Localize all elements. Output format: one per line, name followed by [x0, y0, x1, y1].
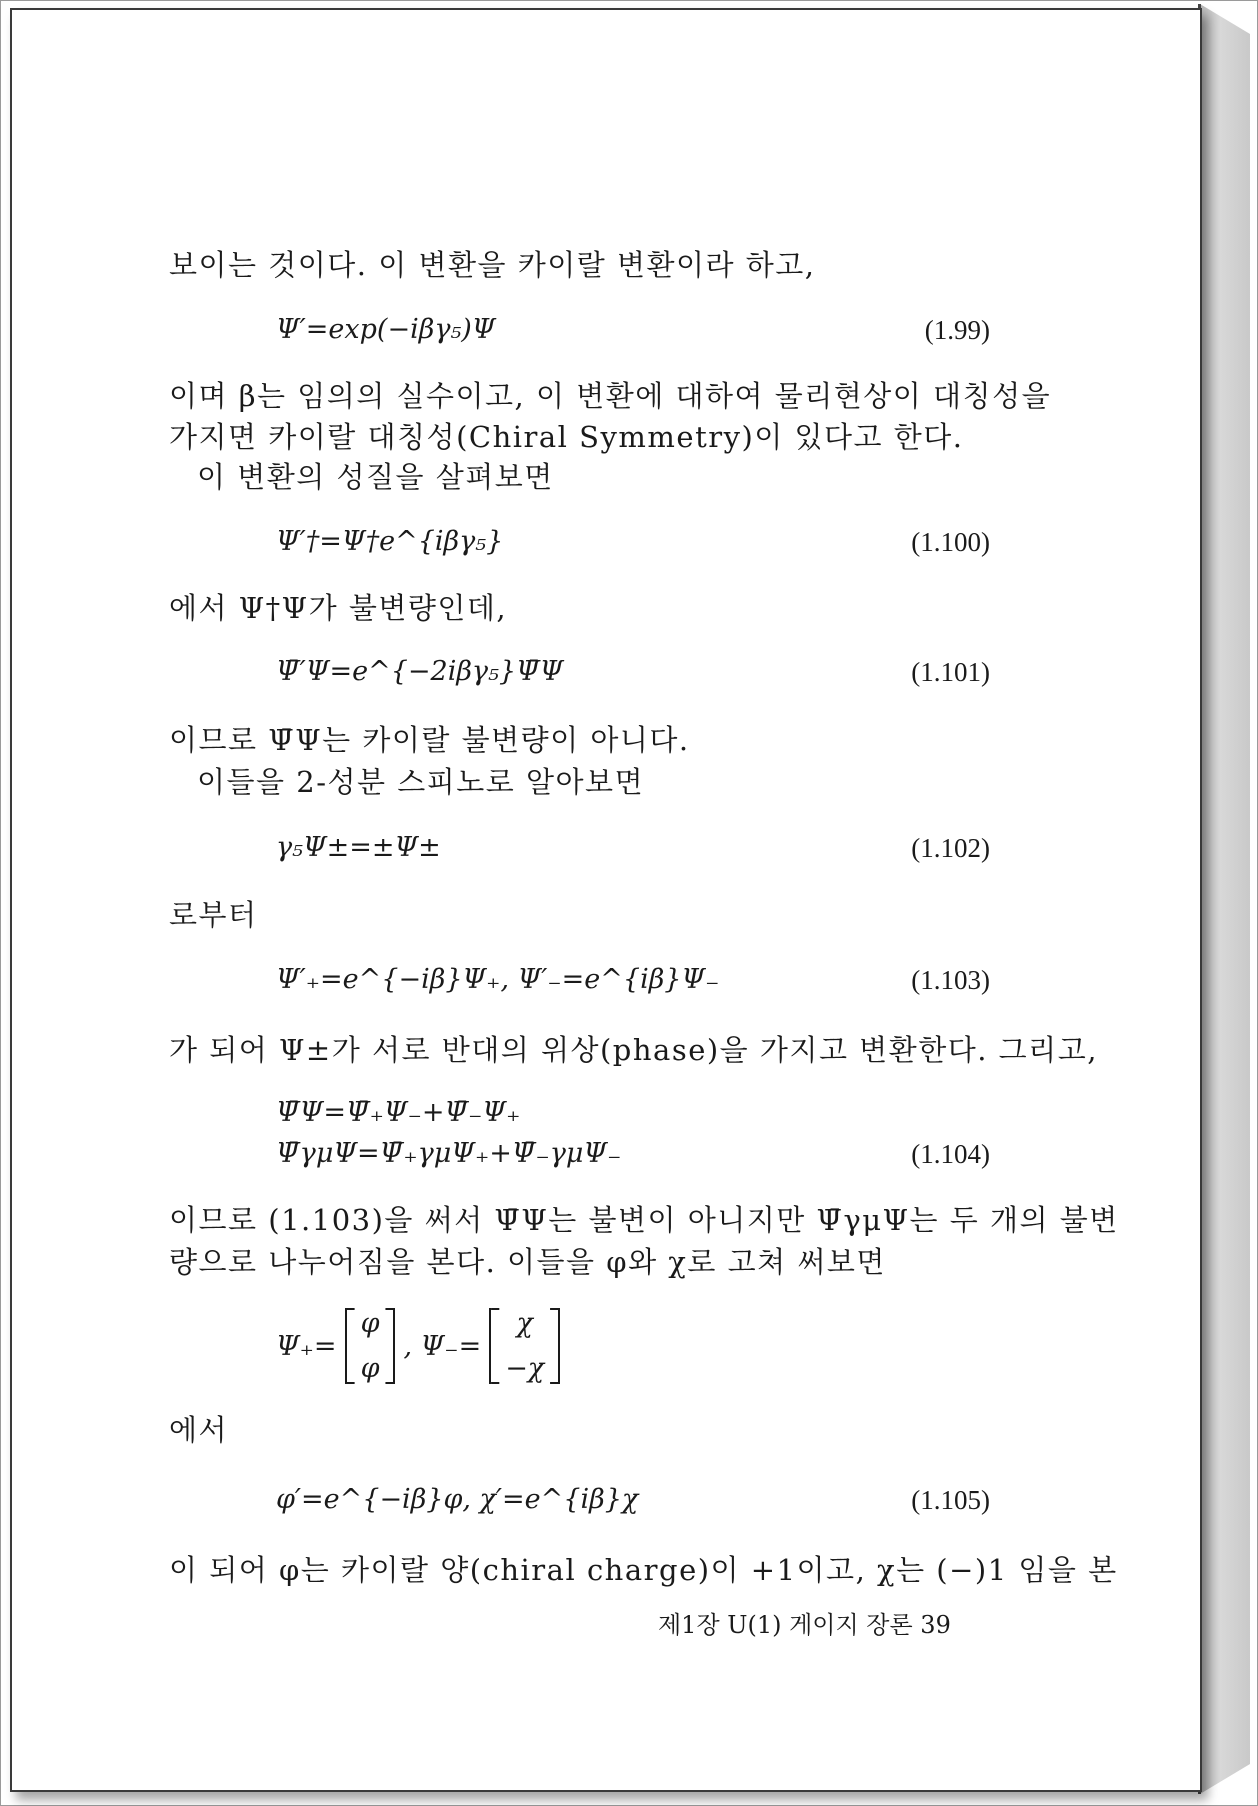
text-line: 이며 β는 임의의 실수이고, 이 변환에 대하여 물리현상이 대칭성을: [169, 379, 1052, 413]
text-line: 이므로 Ψ̄Ψ는 카이랄 불변량이 아니다.: [169, 723, 690, 757]
equation: φ′=e^{−iβ}φ, χ′=e^{iβ}χ: [276, 1484, 639, 1515]
equation-number: (1.102): [911, 833, 990, 863]
equation: Ψ′₊=e^{−iβ}Ψ₊, Ψ′₋=e^{iβ}Ψ₋: [276, 964, 720, 995]
equation-number: (1.104): [911, 1139, 990, 1169]
equation: γ₅Ψ±=±Ψ±: [276, 832, 441, 863]
matrix-right: [489, 1308, 560, 1384]
text-line: 가지면 카이랄 대칭성(Chiral Symmetry)이 있다고 한다.: [169, 420, 964, 454]
text-line: 이므로 (1.103)을 써서 Ψ̄Ψ는 불변이 아니지만 Ψ̄γμΨ는 두 개의 불변: [169, 1203, 1119, 1237]
text-line: 에서 Ψ†Ψ가 불변량인데,: [169, 591, 508, 625]
matrix-entry: χ: [516, 1308, 533, 1339]
spinor-matrix-equation: [276, 1306, 568, 1386]
equation: Ψ̄Ψ=Ψ̄₊Ψ₋+Ψ̄₋Ψ₊: [276, 1097, 521, 1128]
text-line: 량으로 나누어짐을 본다. 이들을 φ와 χ로 고쳐 써보면: [169, 1245, 886, 1279]
text-line: 로부터: [169, 898, 258, 932]
text-line: 가 되어 Ψ±가 서로 반대의 위상(phase)을 가지고 변환한다. 그리고,: [169, 1033, 1098, 1067]
matrix-entry: φ: [360, 1308, 380, 1339]
text-line: 이 변환의 성질을 살펴보면: [197, 460, 554, 494]
equation: Ψ̄′Ψ=e^{−2iβγ₅}Ψ̄Ψ: [276, 656, 564, 687]
equation: Ψ′=exp(−iβγ₅)Ψ: [276, 314, 496, 345]
equation-number: (1.103): [911, 965, 990, 995]
equation: Ψ′†=Ψ†e^{iβγ₅}: [276, 526, 504, 557]
equation: Ψ̄γμΨ=Ψ̄₊γμΨ₊+Ψ̄₋γμΨ₋: [276, 1138, 622, 1169]
equation-number: (1.105): [911, 1485, 990, 1515]
equation-number: (1.101): [911, 657, 990, 687]
page-footer: 제1장 U(1) 게이지 장론 39: [658, 1611, 951, 1639]
text-line: 이 되어 φ는 카이랄 양(chiral charge)이 +1이고, χ는 (−)1 임을 본: [169, 1553, 1118, 1587]
matrix-entry: φ: [360, 1353, 380, 1384]
book-spine: [1200, 4, 1250, 1794]
equation-number: (1.100): [911, 527, 990, 557]
matrix-entry: −χ: [505, 1353, 545, 1384]
matrix-lhs: Ψ₊=: [276, 1330, 337, 1362]
text-line: 에서: [169, 1413, 229, 1447]
text-line: 이들을 2-성분 스피노로 알아보면: [197, 765, 645, 799]
equation-number: (1.99): [924, 315, 990, 345]
matrix-separator: , Ψ₋=: [403, 1330, 482, 1362]
matrix-left: [345, 1308, 396, 1384]
text-line: 보이는 것이다. 이 변환을 카이랄 변환이라 하고,: [169, 248, 816, 282]
